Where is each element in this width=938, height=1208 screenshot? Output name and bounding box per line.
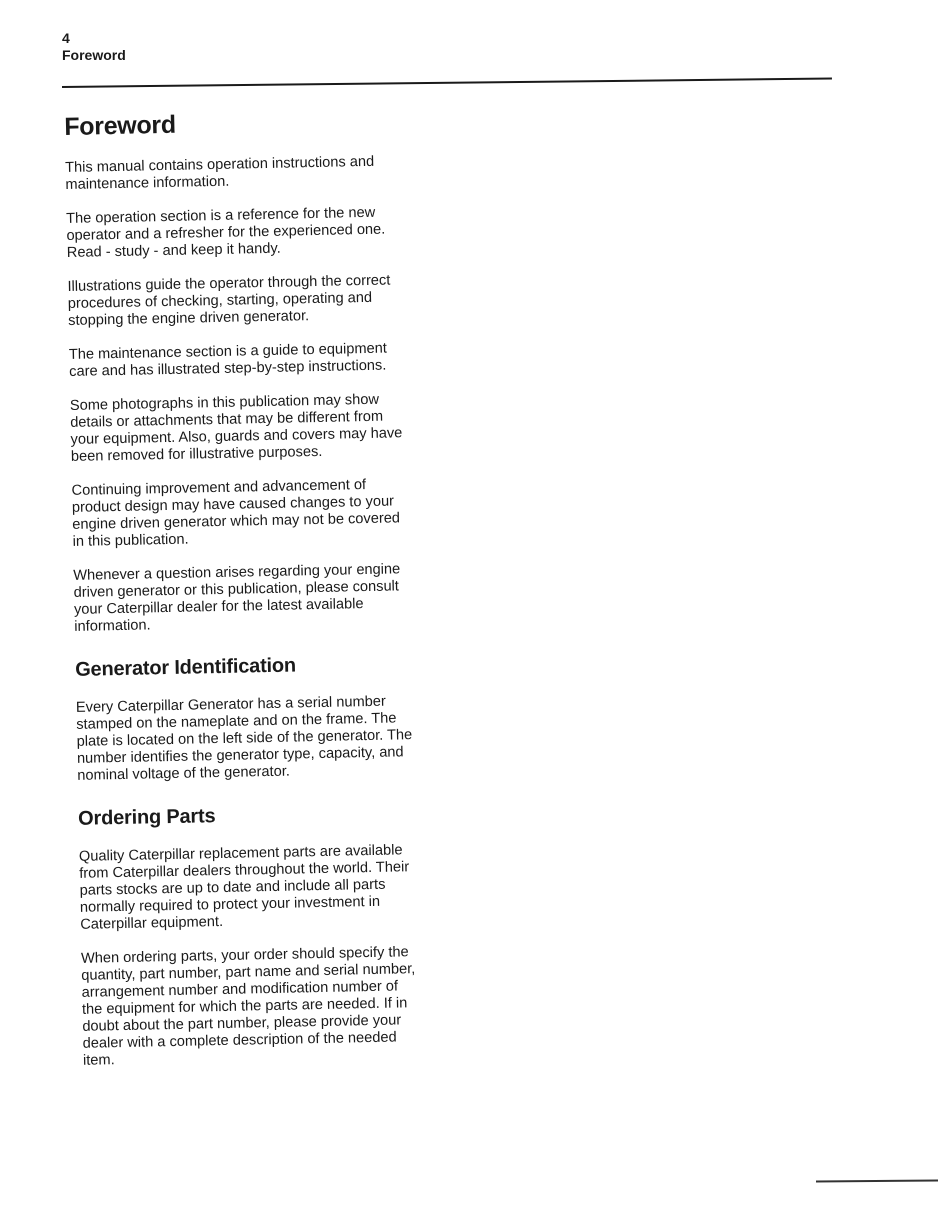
ordering-parts-heading: Ordering Parts: [77, 805, 216, 830]
running-head-section: Foreword: [62, 47, 126, 63]
main-content: [64, 104, 483, 1087]
ordering-parts-paragraph: Quality Caterpillar replacement parts are available from Caterpillar dealers throughout the world. Their parts stocks are up to date and include all parts normally required to protect your investment in Caterpillar equipment.: [78, 842, 410, 933]
foreword-paragraph: The operation section is a reference for the new operator and a refresher for the experienced one. Read - study - and keep it handy.: [65, 204, 386, 261]
generator-identification-paragraph: Every Caterpillar Generator has a serial number stamped on the nameplate and on the frame. The plate is located on the left side of the generator. The number identifies the generator type, capacity, and nominal voltage of the generator.: [75, 693, 413, 784]
generator-identification-heading: Generator Identification: [74, 654, 297, 681]
foreword-paragraph: Some photographs in this publication may show details or attachments that may be different from your equipment. Also, guards and covers may have been removed for illustrative purposes.: [69, 391, 403, 465]
foreword-paragraph: The maintenance section is a guide to equipment care and has illustrated step-by-step instructions.: [68, 340, 388, 380]
foreword-heading: Foreword: [64, 110, 177, 141]
foreword-paragraph: Illustrations guide the operator through the correct procedures of checking, starting, operating and stopping the engine driven generator.: [67, 272, 391, 329]
ordering-parts-paragraph: When ordering parts, your order should specify the quantity, part number, part name and serial number, arrangement number and modification number of the equipment for which the parts are needed. If in doubt about the part number, please provide your dealer with a complete description of the needed item.: [80, 944, 416, 1069]
page-number: 4: [62, 30, 70, 46]
footer-rule: [816, 1179, 938, 1182]
foreword-paragraph: Whenever a question arises regarding your engine driven generator or this publication, please consult your Caterpillar dealer for the latest available information.: [73, 561, 401, 635]
running-head: [62, 30, 126, 64]
foreword-paragraph: This manual contains operation instructions and maintenance information.: [64, 153, 375, 193]
header-rule: [62, 78, 832, 88]
foreword-paragraph: Continuing improvement and advancement of product design may have caused changes to your engine driven generator which may not be covered in this publication.: [71, 477, 401, 550]
